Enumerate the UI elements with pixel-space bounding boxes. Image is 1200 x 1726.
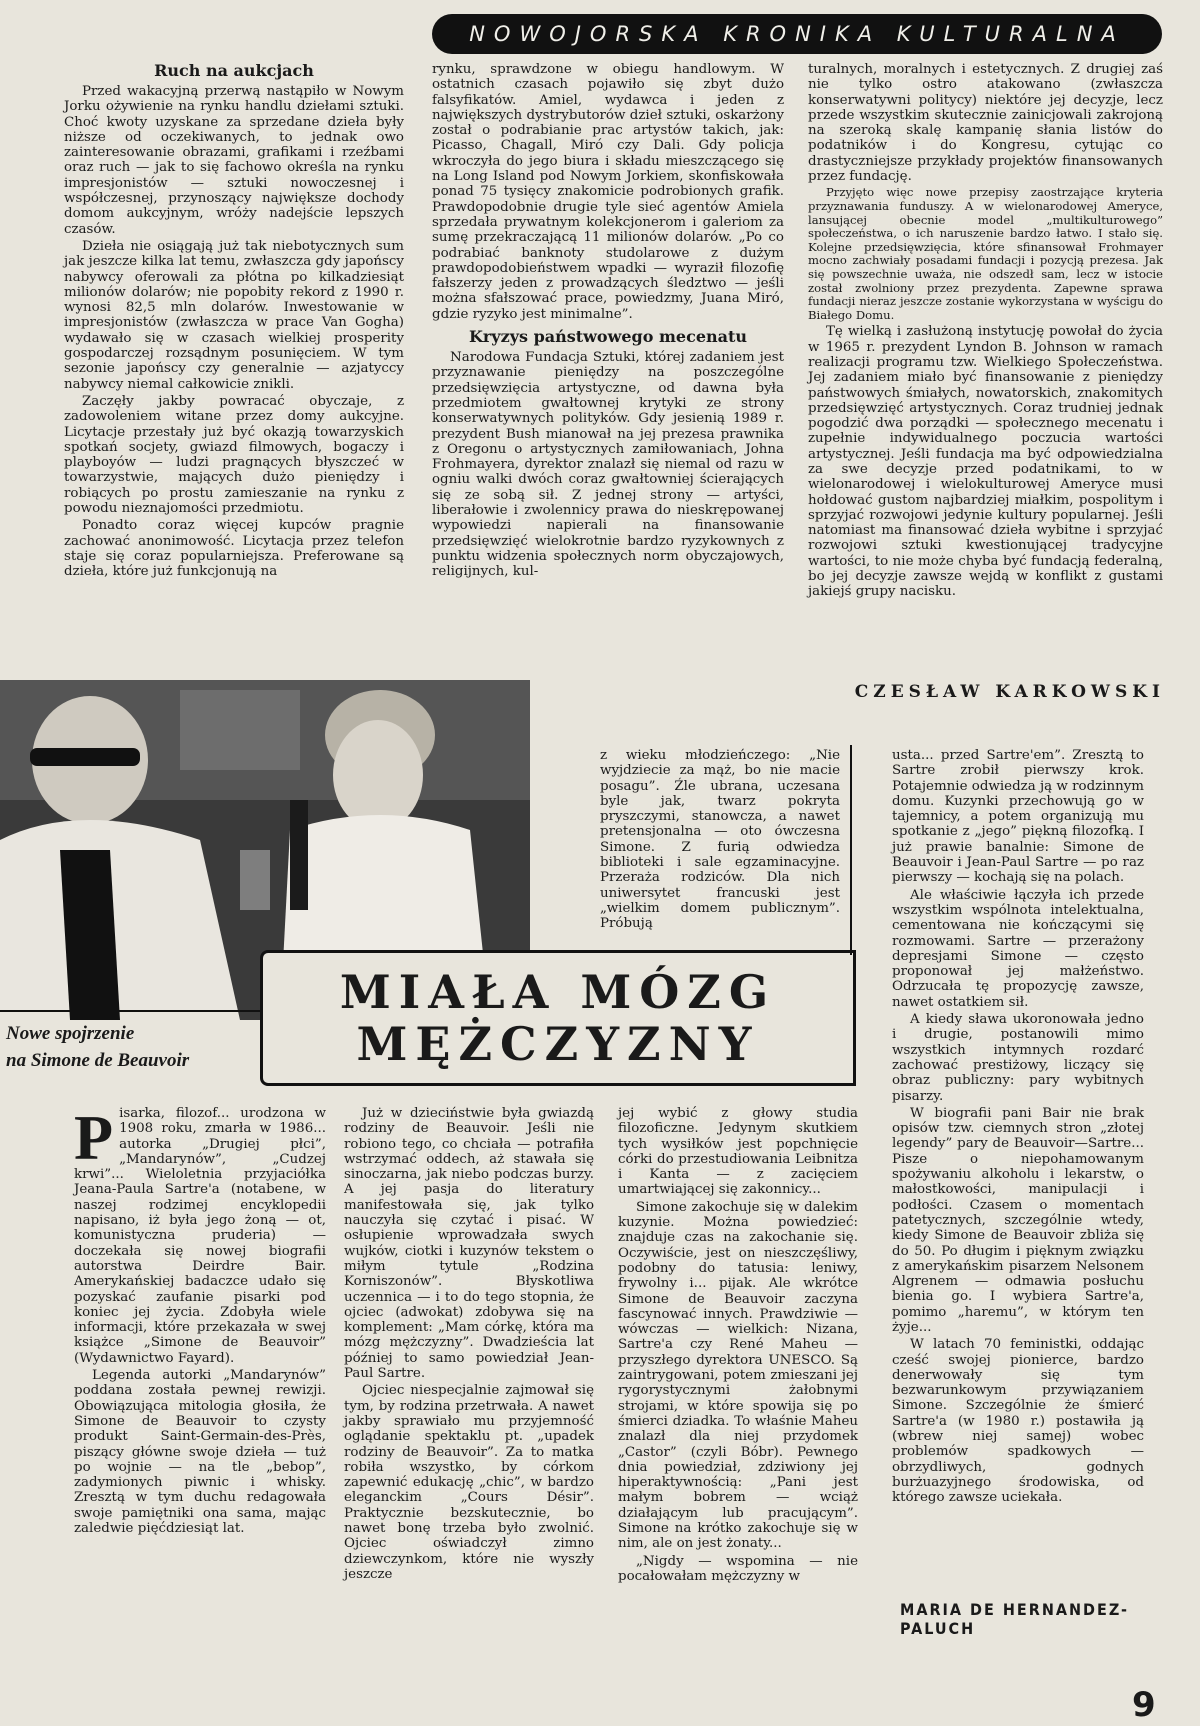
article2-bcol2 xyxy=(344,1106,594,1584)
paragraph: usta... przed Sartre'em”. Zresztą to Sartre zrobił pierwszy krok. Potajemnie odwiedza ją w rodzinnym domu. Kuzynki przechowują go w tajemnicy, a potem organizują mu spotkanie z „jego” piękną filozofką. I już prawie banalnie: Simone de Beauvoir i Jean-Paul Sartre — po raz pierwszy — kochają się na polach. xyxy=(892,748,1144,886)
paragraph: Ale właściwie łączyła ich przede wszystkim wspólnota intelektualna, cementowana nie kończącymi się rozmowami. Sartre — przerażony depresjami Simone — często proponował jej małżeństwo. Odrzucała tę propozycję zawsze, nawet ostatkiem sił. xyxy=(892,887,1144,1010)
paragraph: rynku, sprawdzone w obiegu handlowym. W ostatnich czasach pojawiło się zbyt dużo falsyfikatów. Amiel, wydawca i jeden z największych dystrybutorów dzieł sztuki, oskarżony został o podrabianie prac artystów takich, jak: Picasso, Chagall, Miró czy Dali. Gdy policja wkroczyła do jego biura i składu mieszczącego się na Long Island pod Nowym Jorkiem, skonfiskowała ponad 75 tysięcy znakomicie podrobionych grafik. Prawdopodobnie drugie tyle sieć agentów Amiela sprzedała prywatnym kolekcjonerom i galeriom za sumę przekraczającą 11 milionów dolarów. „Po co podrabiać banknoty studolarowe z dużym prawdopodobieństwem wpadki — wyraził filozofię fałszerzy jeden z prowadzących śledztwo — jeśli można sfałszować prace, powiedzmy, Juana Miró, gdzie ryzyko jest minimalne”. xyxy=(432,62,784,322)
headline-line: MIAŁA MÓZG xyxy=(339,965,777,1019)
article2-subtitle xyxy=(6,1020,256,1074)
page-number: 9 xyxy=(1132,1685,1156,1725)
paragraph: „Nigdy — wspomina — nie pocałowałam mężczyzny w xyxy=(618,1553,858,1584)
article2-headline xyxy=(260,950,856,1086)
paragraph: jej wybić z głowy studia filozoficzne. Jedynym skutkiem tych wysiłków jest popchnięcie córki do przestudiowania Leibnitza i Kanta — z zacięciem umartwiającej się zakonnicy... xyxy=(618,1106,858,1198)
paragraph: Simone zakochuje się w dalekim kuzynie. Można powiedzieć: znajduje czas na zakochanie się. Oczywiście, jest on nieszczęśliwy, podobny do tatusia: leniwy, frywolny i... pijak. Ale wkrótce Simone de Beauvoir zaczyna fascynować innych. Prawdziwie — wówczas — wielkich: Nizana, Sartre'a czy René Maheu — przyszłego dyrektora UNESCO. Są zaintrygowani, potem zmieszani jej rygorystycznymi żałobnymi strojami, w które spowija się po śmierci dziadka. To właśnie Maheu znalazł dla niej przydomek „Castor” (czyli Bóbr). Pewnego dnia powiedział, zdziwiony jej hiperaktywnością: „Pani jest małym bobrem — wciąż działającym lub pracującym”. Simone na krótko zakochuje się w nim, ale on jest żonaty... xyxy=(618,1199,858,1552)
article2-author: MARIA DE HERNANDEZ-PALUCH xyxy=(900,1600,1129,1638)
paragraph: W latach 70 feministki, oddając cześć swojej pionierce, bardzo denerwowały się tym bezwarunkowym przywiązaniem Simone. Szczególnie że śmierć Sartre'a (w 1980 r.) postawiła ją (wbrew niej samej) wobec problemów spadkowych — obrzydliwych, godnych burżuazyjnego środowiska, od którego zawsze uciekała. xyxy=(892,1337,1144,1506)
headline-line: MĘŻCZYZNY xyxy=(356,1017,760,1071)
subtitle-line: na Simone de Beauvoir xyxy=(6,1050,190,1071)
article1-heading-auctions: Ruch na aukcjach xyxy=(154,61,314,80)
paragraph: Zaczęły jakby powracać obyczaje, z zadowoleniem witane przez domy aukcyjne. Licytacje przestały już być okazją towarzyskich spotkań socjety, gwiazd filmowych, bogaczy i playboyów — ludzi pragnących błyszczeć w towarzystwie, mających dużo pieniędzy i robiących po prostu zamieszanie na rynku z powodu nieznajomości przedmiotu. xyxy=(64,393,404,517)
paragraph: A kiedy sława ukoronowała jedno i drugie, postanowili mimo wszystkich intymnych rozdarć zachować prestiżowy, liczący się obraz publiczny: pary wybitnych pisarzy. xyxy=(892,1012,1144,1104)
section-title: NOWOJORSKA KRONIKA KULTURALNA xyxy=(469,22,1125,46)
article2-col3 xyxy=(892,748,1144,1508)
paragraph: Narodowa Fundacja Sztuki, której zadaniem jest przyznawanie pieniędzy na poszczególne przedsięwzięcia artystyczne, od dawna była przedmiotem gwałtownej krytyki ze strony konserwatywnych polityków. Gdy jesienią 1989 r. prezydent Bush mianował na jej prezesa prawnika z Oregonu o artystycznych zamiłowaniach, Johna Frohmayera, dyrektor znalazł się niemal od razu w ogniu walki dwóch coraz gwałtowniej ścierających się ze sobą sił. Z jednej strony — artyści, liberałowie i zwolennicy prawa do nieskrępowanej wypowiedzi napierali na finansowanie przedsięwzięć wielokrotnie bardzo ryzykownych z punktu widzenia społecznych norm obyczajowych, religijnych, kul- xyxy=(432,350,784,580)
paragraph: Przed wakacyjną przerwą nastąpiło w Nowym Jorku ożywienie na rynku handlu dziełami sztuki. Choć kwoty uzyskane za sprzedane dzieła były niższe od oczekiwanych, to jednak owo zainteresowanie obrazami, grafikami i rzeźbami oraz ruch — jak to się fachowo określa na rynku impresjonistów — sztuki nowoczesnej i współczesnej, przynoszący największe dochody domom aukcyjnym, wróży nadejście lepszych czasów. xyxy=(64,84,404,237)
article1-col2 xyxy=(432,62,784,582)
paragraph: turalnych, moralnych i estetycznych. Z drugiej zaś nie tylko ostro atakowano (zwłaszcza konserwatywni politycy) niektóre jej decyzje, lecz przede wszystkim skutecznie zainicjowali zakrojoną na szeroką skalę kampanię słania listów do podatników i do Kongresu, cytując co drastyczniejsze przykłady projektów finansowanych przez fundację. xyxy=(808,62,1163,185)
paragraph: Ojciec niespecjalnie zajmował się tym, by rodzina przetrwała. A nawet jakby sprawiało mu przyjemność oglądanie spektaklu pt. „upadek rodziny de Beauvoir”. Za to matka robiła wszystko, by córkom zapewnić edukację „chic”, w bardzo eleganckim „Cours Désir”. Praktycznie bezskutecznie, bo nawet bonę trzeba było zwolnić. Ojciec oświadczył zimno dziewczynkom, które nie wyszły jeszcze xyxy=(344,1383,594,1582)
article1-author: CZESŁAW KARKOWSKI xyxy=(854,682,1165,702)
paragraph: Przyjęto więc nowe przepisy zaostrzające kryteria przyznawania funduszy. A w wielonarodowej Ameryce, lansującej obecnie model „multikulturowego” społeczeństwa, o ich naruszenie bardzo łatwo. I stało się. Kolejne przedsięwzięcia, które sfinansował Frohmayer mocno zachwiały posadami fundacji i pozycją prezesa. Jak się powszechnie uważa, nie odszedł sam, lecz w istocie został zwolniony przez prezydenta. Zapewne sprawa fundacji nieraz jeszcze zostanie wykorzystana w wyścigu do Białego Domu. xyxy=(808,185,1163,322)
paragraph: z wieku młodzieńczego: „Nie wyjdziecie za mąż, bo nie macie posagu”. Źle ubrana, uczesana byle jak, twarz pokryta pryszczymi, stanowcza, a nawet pretensjonalna — oto ówczesna Simone. Z furią odwiedza biblioteki i sale egzaminacyjne. Przeraża rodziców. Dla nich uniwersytet francuski jest „wielkim domem publicznym”. Próbują xyxy=(600,748,840,932)
article2-upper-col xyxy=(600,748,840,934)
article2-bcol3 xyxy=(618,1106,858,1586)
paragraph: Dzieła nie osiągają już tak niebotycznych sum jak jeszcze kilka lat temu, zwłaszcza gdy japońscy nabywcy oferowali za płótna po kilkadziesiąt milionów dolarów; nie popobity rekord z 1990 r. wynosi 82,5 mln dolarów. Inwestowanie w impresjonistów (zwłaszcza w prace Van Gogha) wydawało się w czasach wielkiej prosperity gospodarczej rozsądnym posunięciem. W tym sezonie japońscy czy generalnie — azjatyccy nabywcy niemal całkowicie znikli. xyxy=(64,238,404,392)
subtitle-rule xyxy=(0,1010,260,1012)
article2-bcol1 xyxy=(74,1102,326,1538)
paragraph: W biografii pani Bair nie brak opisów tzw. ciemnych stron „złotej legendy” pary de Beauvoir—Sartre... Pisze o niepohamowanym spożywaniu alkoholu i lekarstw, o małostkowości, manipulacji i podłości. Czasem o momentach patetycznych, szczególnie wtedy, kiedy Simone de Beauvoir zbliża się do 50. Po długim i pięknym związku z amerykańskim pisarzem Nelsonem Algrenem — odmawia posłuchu bienia go. I wybiera Sartre'a, pomimo „haremu”, w którym ten żyje... xyxy=(892,1105,1144,1335)
article1-heading-patronage: Kryzys państwowego mecenatu xyxy=(468,327,748,347)
column-divider xyxy=(850,745,852,955)
subtitle-line: Nowe spojrzenie xyxy=(6,1023,135,1044)
paragraph: Tę wielką i zasłużoną instytucję powołał do życia w 1965 r. prezydent Lyndon B. Johnson w ramach realizacji programu tzw. Wielkiego Społeczeństwa. Jej zadaniem miało być finansowanie z pieniędzy państwowych śmiałych, nowatorskich, znakomitych przedsięwzięć artystycznych. Coraz trudniej jednak pogodzić dwa porządki — społecznego mecenatu i zupełnie indywidualnego poczucia wartości artystycznej. Jeśli fundacja ma być odpowiedzialna za swe decyzje przed podatnikami, to w wielonarodowej i wielokulturowej Ameryce musi hołdować gustom najbardziej miałkim, pospolitym i sprzyjać rozwojowi jedynie kultury popularnej. Jeśli natomiast ma finansować dzieła wybitne i sprzyjać rozwojowi sztuki kwestionującej tradycyjne wartości, to nie może chyba być fundacją federalną, bo jej decyzje zawsze wejdą w konflikt z gustami jakiejś grupy nacisku. xyxy=(808,324,1163,600)
article1-col1 xyxy=(64,62,404,582)
paragraph: Już w dzieciństwie była gwiazdą rodziny de Beauvoir. Jeśli nie robiono tego, co chciała — potrafiła wstrzymać oddech, aż stawała się sinoczarna, jak niebo podczas burzy. A jej pasja do literatury manifestowała się, jak tylko nauczyła się czytać i pisać. W osłupienie wprowadzała swych wujków, ciotki i kuzynów tekstem o miłym tytule „Rodzina Korniszonów”. Błyskotliwa uczennica — i to do tego stopnia, że ojciec (adwokat) zdobywa się na komplement: „Mam córkę, która ma mózg mężczyzny”. Dwadzieścia lat później to samo powiedział Jean-Paul Sartre. xyxy=(344,1106,594,1382)
paragraph: Legenda autorki „Mandarynów” poddana została pewnej rewizji. Obowiązująca mitologia głosiła, że Simone de Beauvoir to czysty produkt Saint-Germain-des-Près, piszący główne swoje dzieła — tuż po wojnie — na tle „bebop”, zadymionych piwnic i whisky. Zresztą w tym duchu redagowała swoje pamiętniki ona sama, mając zaledwie pięćdziesiąt lat. xyxy=(74,1368,326,1537)
section-banner xyxy=(432,14,1162,54)
paragraph-text: isarka, filozof... urodzona w 1908 roku, zmarła w 1986... autorka „Drugiej płci”, „Mandarynów”, „Cudzej krwi”... Wieloletnia przyjaciółka Jeana-Paula Sartre'a (notabene, w naszej rodzimej encyklopedii napisano, iż była jego żoną — ot, komunistyczna pruderia) — doczekała się nowej biografii autorstwa Deirdre Bair. Amerykańskiej badaczce udało się pozyskać zaufanie pisarki pod koniec jej życia. Zdobyła wiele informacji, które przekazała w swej książce „Simone de Beauvoir” (Wydawnictwo Fayard). xyxy=(74,1106,326,1366)
drop-cap: P xyxy=(74,1102,114,1173)
article1-col3 xyxy=(808,62,1163,602)
paragraph: Ponadto coraz więcej kupców pragnie zachować anonimowość. Licytacja przez telefon staje się coraz popularniejsza. Preferowane są dzieła, które już funkcjonują na xyxy=(64,518,404,580)
top-rule xyxy=(0,0,430,1)
